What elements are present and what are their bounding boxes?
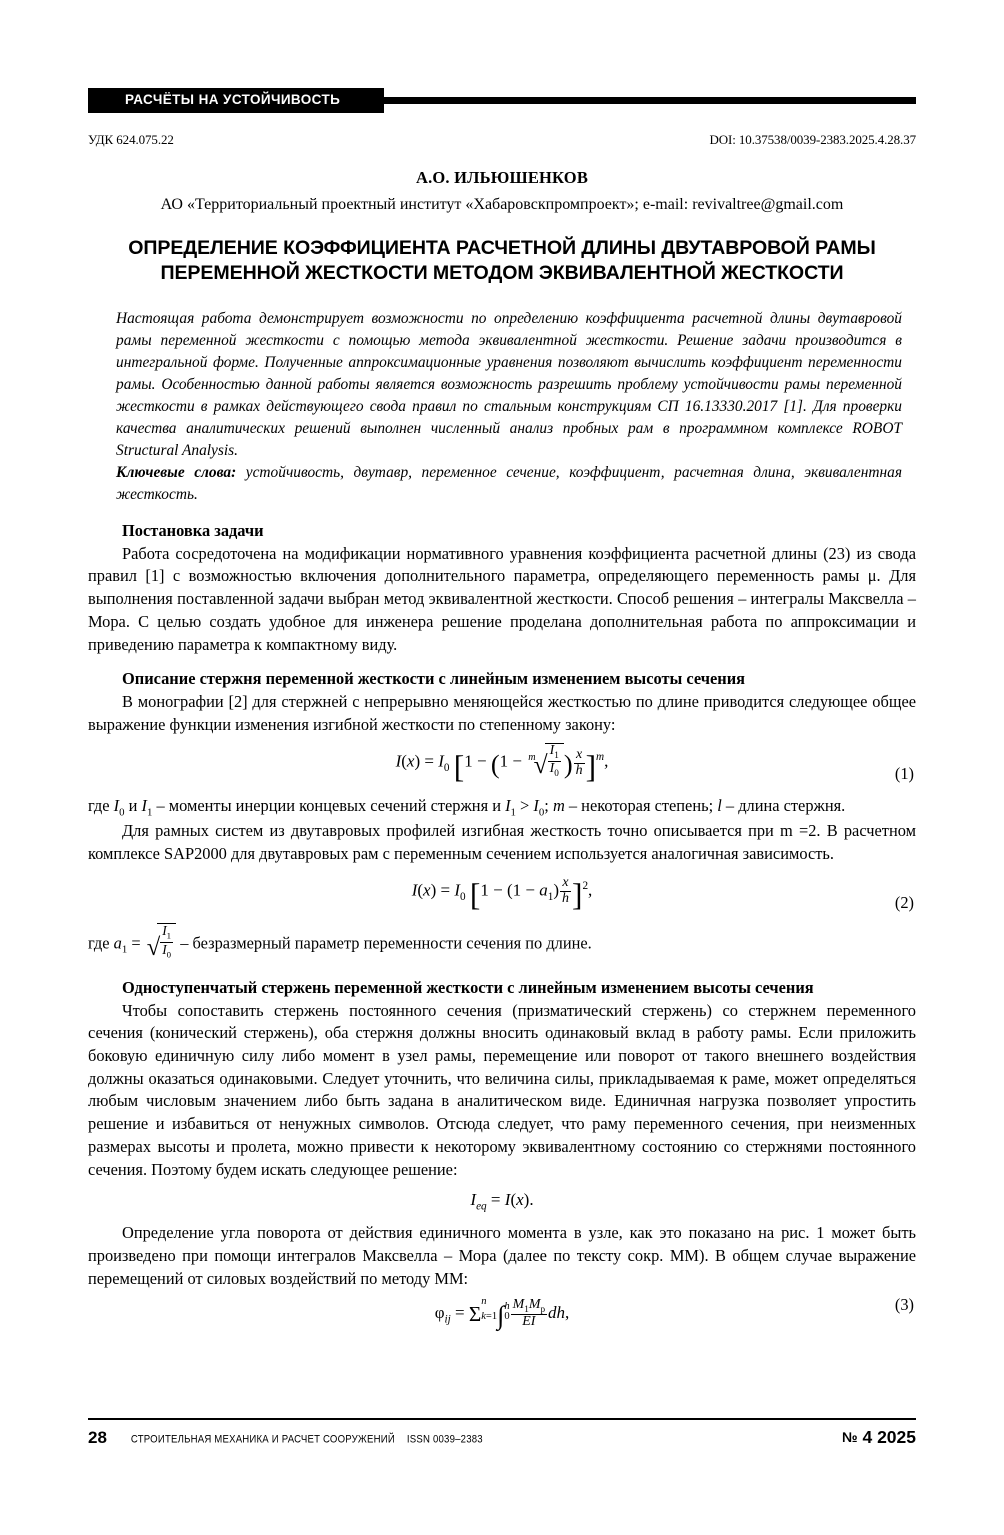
abstract-text: Настоящая работа демонстрирует возможности по определению коэффициента расчетной длины двутавровой рамы переменной жесткости с помощью метода эквивалентной жесткости. Решение задачи производится в интегральной форме. Полученные аппроксимационные уравнения позволяют вычислить коэффициент переменности рамы. Особенностью данной работы является возможность разрешить проблему устойчивости рамы переменной жесткости в рамках действующего свода правил по стальным конструкциям СП 16.13330.2017 [1]. Для проверки качества аналитических решений выполнен численный анализ пробных рам в программном комплексе ROBOT Structural Analysis. — [116, 310, 902, 460]
footer-issn: ISSN 0039–2383 — [406, 1433, 483, 1446]
equation-2-number: (2) — [894, 892, 914, 912]
equation-ieq-row — [88, 1188, 916, 1215]
paragraph-stepped: Чтобы сопоставить стержень постоянного сечения (призматический стержень) со стержнем переменного сечения (конический стержень), оба стержня должны вносить одинаковый вклад в работу рамы. Если приложить боковую единичную силу либо момент в узел рамы, перемещение или поворот от такого внешнего воздействия должны оказаться одинаковыми. Следует уточнить, что величина силы, прикладываемая к раме, может определяться любым числовым значением либо быть задана в аналитическом виде. Единичная нагрузка позволяет упростить решение и избавиться от ненужных символов. Отсюда следует, что раму переменного сечения, при неизменных размерах высоты и пролета, можно привести к некоторому эквивалентному состоянию со стержнями постоянного сечения. Поэтому будем искать следующее решение: — [88, 1000, 916, 1179]
paragraph-statement: Работа сосредоточена на модификации нормативного уравнения коэффициента расчетной длины (23) из свода правил [1] с возможностью включения дополнительного параметра, определяющего переменность рамы μ. Для выполнения поставленной задачи выбран метод эквивалентной жесткости. Способ решения – интегралы Максвелла – Мора. С целью создать удобное для инженера решение проделана дополнительная работа по аппроксимации и приведению параметра к компактному виду. — [88, 543, 916, 654]
author-affiliation: АО «Территориальный проектный институт «Хабаровскпромпроект»; e-mail: revivaltree@gmail.com — [160, 196, 844, 213]
section-heading-description: Описание стержня переменной жесткости с линейным изменением высоты сечения — [122, 669, 746, 689]
equation-2-row — [88, 873, 916, 917]
footer-journal-name: СТРОИТЕЛЬНАЯ МЕХАНИКА И РАСЧЕТ СООРУЖЕНИЙ — [130, 1433, 395, 1446]
keywords-label: Ключевые слова: — [116, 464, 237, 482]
equation-3-number: (3) — [894, 1295, 914, 1314]
title-line-2: ПЕРЕМЕННОЙ ЖЕСТКОСТИ МЕТОДОМ ЭКВИВАЛЕНТНОЙ ЖЕСТКОСТИ — [160, 262, 844, 285]
a1-definition-tail: – безразмерный параметр переменности сечения по длине. — [176, 933, 592, 953]
after-eq1-c: – моменты инерции концевых сечений стержня и — [152, 796, 506, 816]
section-heading-stepped: Одноступенчатый стержень переменной жесткости с линейным изменением высоты сечения — [122, 977, 814, 997]
issue-number-mark: № — [841, 1429, 858, 1445]
footer-issue — [842, 1427, 916, 1448]
abstract-block — [116, 308, 902, 506]
paragraph-a1-definition: где $a_1$ = √ $\frac{I_1}{I_0}$ – безразмерный параметр переменности сечения по длине. — [88, 923, 592, 961]
equation-1-number: (1) — [894, 764, 914, 784]
equation-3-row — [88, 1297, 916, 1334]
paragraph-sap2000: Для рамных систем из двутавровых профилей изгибная жесткость точно описывается при m =2. В расчетном комплексе SAP2000 для двутавровых рам с переменным сечением используется аналогичная зависимость. — [88, 821, 916, 864]
title-line-1: ОПРЕДЕЛЕНИЕ КОЭФФИЦИЕНТА РАСЧЕТНОЙ ДЛИНЫ ДВУТАВРОВОЙ РАМЫ — [128, 237, 876, 259]
paragraph-after-eq1: где $I_0$ и $I_1$ – моменты инерции концевых сечений стержня и $I_1 > I_0$; m – некоторая степень; l – длина стержня. — [88, 796, 846, 819]
doi-code: DOI: 10.37538/0039-2383.2025.4.28.37 — [709, 132, 916, 147]
equation-ieq: $I_{eq} = I(x)$. — [470, 1190, 534, 1213]
running-head-label: РАСЧЁТЫ НА УСТОЙЧИВОСТЬ — [125, 92, 341, 107]
issue-value: 4 2025 — [862, 1427, 916, 1447]
author-name: А.О. ИЛЬЮШЕНКОВ — [415, 168, 589, 187]
page-title — [118, 236, 886, 286]
identifier-line — [88, 132, 916, 148]
running-head-rule — [384, 97, 916, 104]
footer-rule — [88, 1418, 916, 1420]
article-body — [88, 520, 916, 1335]
after-eq1-d: – некоторая степень; — [564, 796, 718, 816]
equation-2: $I(x) = I_0$ [$1 - (1 - a_1)$ $\frac{x}{h}$ ]$^2$, — [411, 875, 593, 912]
page-footer — [88, 1427, 916, 1448]
footer-page-number: 28 — [88, 1428, 107, 1447]
after-eq1-b: и — [124, 796, 142, 816]
keywords-text: устойчивость, двутавр, переменное сечение, коэффициент, расчетная длина, эквивалентная жесткость. — [116, 464, 902, 504]
paragraph-maxwell-mohr: Определение угла поворота от действия единичного момента в узле, как это показано на рис. 1 может быть произведено при помощи интегралов Максвелла – Мора (далее по тексту сокр. ММ). В общем случае выражение перемещений от силовых воздействий по методу ММ: — [88, 1223, 916, 1288]
running-head — [88, 88, 916, 113]
after-eq1-e: – длина стержня. — [721, 796, 846, 816]
paragraph-description: В монографии [2] для стержней с непрерывно меняющейся жесткостью по длине приводится следующее общее выражение функции изменения изгибной жесткости по степенному закону: — [88, 692, 916, 734]
after-eq1-a: где — [88, 796, 114, 816]
keywords-line — [116, 462, 902, 506]
equation-3: $\varphi_{ij} = \Sigma^n$ k=1∫h 0 $\frac{M_1M_р}{EI}$ dh, — [434, 1296, 570, 1331]
section-heading-statement: Постановка задачи — [122, 521, 264, 540]
equation-1-row — [88, 743, 916, 788]
udc-code: УДК 624.075.22 — [88, 132, 174, 147]
equation-1: $I(x) = I_0$ [1 − (1 − $^m$√ $\frac{I_1}{I_0}$ ) $\frac{x}{h}$ ]$^m$, — [395, 743, 609, 784]
